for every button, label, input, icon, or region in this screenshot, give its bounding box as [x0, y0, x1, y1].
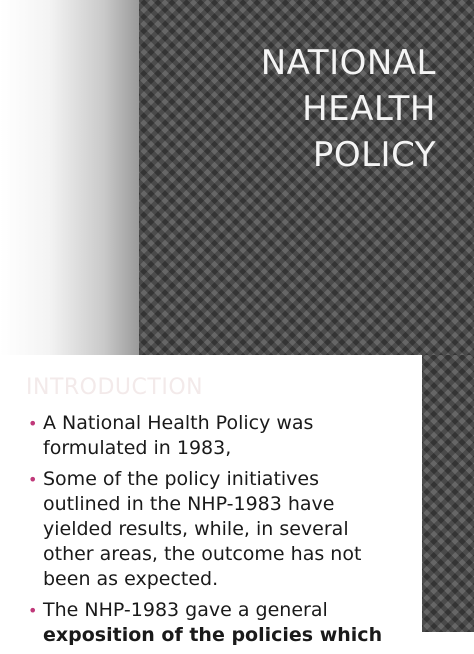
bullet-text-1: A National Health Policy was formulated in 1983,: [43, 412, 314, 459]
introduction-slide: [0, 355, 474, 646]
bullet-text-3-bold: exposition of the policies which: [43, 624, 383, 646]
bullet-icon: •: [28, 414, 38, 433]
title-line-3: POLICY: [312, 135, 436, 175]
bullet-text-3: The NHP-1983 gave a general: [43, 599, 328, 621]
bullet-item-3: [26, 598, 396, 648]
checkered-pattern-strip: [422, 355, 474, 632]
title-line-1: NATIONAL: [260, 43, 436, 83]
bullet-icon: •: [28, 601, 38, 620]
bullet-list: [26, 411, 396, 654]
bullet-item-2: [26, 467, 396, 592]
slide-title: [136, 40, 436, 178]
bullet-text-2: Some of the policy initiatives outlined in the NHP-1983 have yielded results, while, in several other areas, the outcome has not been as expected.: [43, 468, 362, 590]
gradient-panel: [0, 0, 139, 355]
bullet-item-1: [26, 411, 396, 461]
bullet-icon: •: [28, 470, 38, 489]
title-line-2: HEALTH: [302, 89, 436, 129]
slide-heading: INTRODUCTION: [26, 375, 204, 400]
